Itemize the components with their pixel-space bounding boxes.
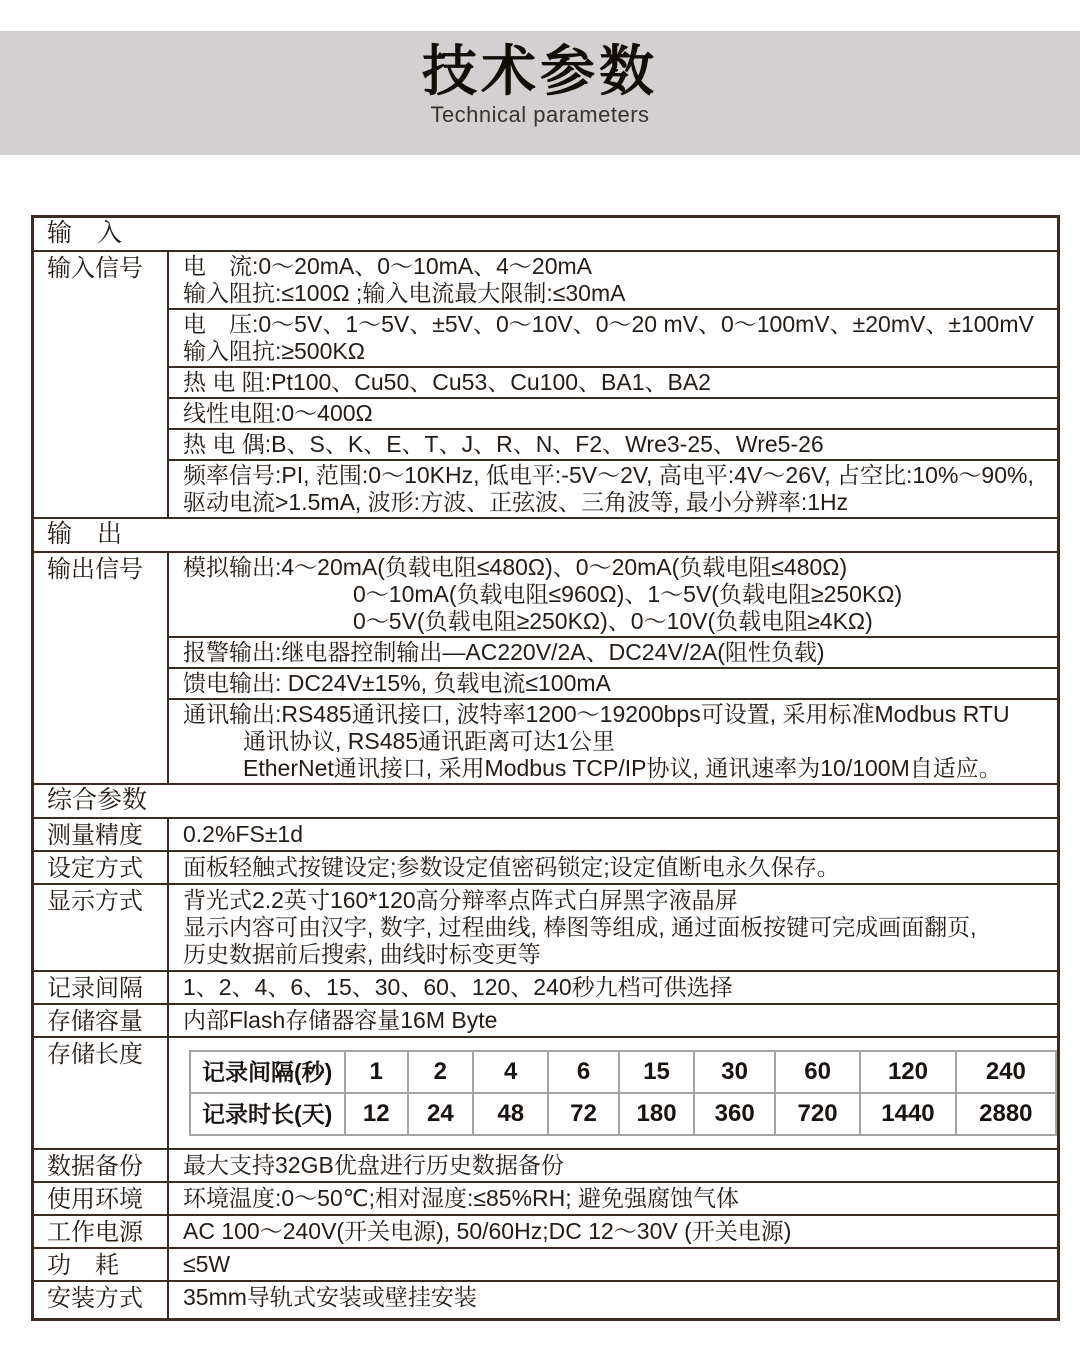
storage-cell: 360 (694, 1093, 775, 1135)
spec-line: 0～5V(负载电阻≥250KΩ)、0～10V(负载电阻≥4KΩ) (353, 608, 873, 634)
spec-line: 通讯输出:RS485通讯接口, 波特率1200～19200bps可设置, 采用标准Modbus RTU (183, 701, 1010, 727)
spec-line: 面板轻触式按键设定;参数设定值密码锁定;设定值断电永久保存。 (183, 854, 840, 880)
spec-line: 热 电 阻:Pt100、Cu50、Cu53、Cu100、BA1、BA2 (183, 369, 711, 395)
storage-cell: 30 (694, 1051, 775, 1093)
page-title: 技术参数 (421, 40, 658, 102)
storage-cell: 6 (548, 1051, 618, 1093)
row-display-mode (34, 883, 1057, 970)
spec-line: 最大支持32GB优盘进行历史数据备份 (183, 1152, 564, 1178)
storage-cell: 720 (775, 1093, 860, 1135)
storage-table-row (190, 1093, 1056, 1135)
storage-table-row (190, 1051, 1056, 1093)
title-band (0, 31, 1080, 155)
row-label: 输出信号 (34, 553, 169, 783)
row-label: 安装方式 (34, 1282, 169, 1318)
storage-cell: 180 (619, 1093, 695, 1135)
storage-cell: 记录时长(天) (190, 1093, 345, 1135)
storage-cell: 1 (345, 1051, 408, 1093)
row-label: 输入信号 (34, 252, 169, 517)
row-label: 设定方式 (34, 852, 169, 883)
spec-line: 0～10mA(负载电阻≤960Ω)、1～5V(负载电阻≥250KΩ) (353, 581, 903, 607)
spec-line: 热 电 偶:B、S、K、E、T、J、R、N、F2、Wre3-25、Wre5-26 (183, 431, 824, 457)
row-label: 数据备份 (34, 1150, 169, 1181)
spec-sub-row (169, 397, 1057, 428)
row-storage-capacity (34, 1003, 1057, 1036)
spec-line: 1、2、4、6、15、30、60、120、240秒九档可供选择 (183, 974, 733, 1000)
storage-cell: 240 (956, 1051, 1056, 1093)
page-subtitle: Technical parameters (430, 102, 650, 127)
spec-line: 显示内容可由汉字, 数字, 过程曲线, 棒图等组成, 通过面板按键可完成画面翻页, (183, 914, 977, 940)
section-header-general: 综合参数 (34, 783, 1057, 817)
storage-table-wrap (169, 1038, 1057, 1148)
row-label: 工作电源 (34, 1216, 169, 1247)
row-label: 测量精度 (34, 819, 169, 850)
storage-cell: 15 (619, 1051, 695, 1093)
spec-line: 背光式2.2英寸160*120高分辩率点阵式白屏黑字液晶屏 (183, 887, 738, 913)
row-record-interval (34, 970, 1057, 1003)
row-input-signal (34, 250, 1057, 517)
spec-line: 通讯协议, RS485通讯距离可达1公里 (243, 728, 615, 754)
spec-line: ≤5W (183, 1251, 231, 1277)
storage-cell: 120 (860, 1051, 955, 1093)
storage-cell: 记录间隔(秒) (190, 1051, 345, 1093)
spec-line: 输入阻抗:≤100Ω ;输入电流最大限制:≤30mA (183, 280, 626, 306)
spec-line: 输入阻抗:≥500KΩ (183, 338, 365, 364)
storage-cell: 48 (473, 1093, 548, 1135)
row-power-consumption (34, 1247, 1057, 1280)
row-label: 显示方式 (34, 885, 169, 970)
spec-sub-row (169, 252, 1057, 308)
spec-line: 模拟输出:4～20mA(负载电阻≤480Ω)、0～20mA(负载电阻≤480Ω) (183, 554, 848, 580)
spec-sub-row (169, 428, 1057, 459)
storage-cell: 60 (775, 1051, 860, 1093)
section-header-input: 输 入 (47, 219, 123, 247)
row-setting-mode (34, 850, 1057, 883)
storage-cell: 72 (548, 1093, 618, 1135)
storage-cell: 2 (408, 1051, 474, 1093)
spec-sub-row (169, 698, 1057, 783)
row-label: 存储长度 (34, 1038, 169, 1148)
spec-line: AC 100～240V(开关电源), 50/60Hz;DC 12～30V (开关电源) (183, 1218, 792, 1244)
row-label: 存储容量 (34, 1005, 169, 1036)
row-storage-length (34, 1036, 1057, 1148)
row-output-signal (34, 551, 1057, 783)
section-header-output: 输 出 (34, 517, 1057, 551)
spec-line: 环境温度:0～50℃;相对湿度:≤85%RH; 避免强腐蚀气体 (183, 1185, 740, 1211)
storage-cell: 2880 (956, 1093, 1056, 1135)
spec-line: EtherNet通讯接口, 采用Modbus TCP/IP协议, 通讯速率为10/100M自适应。 (243, 755, 1002, 781)
row-label: 记录间隔 (34, 972, 169, 1003)
spec-table (31, 215, 1060, 1321)
spec-line: 历史数据前后搜索, 曲线时标变更等 (183, 941, 541, 967)
spec-sub-row (169, 667, 1057, 698)
spec-line: 0.2%FS±1d (183, 821, 304, 847)
spec-sub-row (169, 459, 1057, 517)
row-installation (34, 1280, 1057, 1318)
spec-line: 报警输出:继电器控制输出—AC220V/2A、DC24V/2A(阻性负载) (183, 639, 825, 665)
spec-line: 电 压:0～5V、1～5V、±5V、0～10V、0～20 mV、0～100mV、±20mV、±100mV (183, 311, 1034, 337)
storage-cell: 24 (408, 1093, 474, 1135)
storage-table (189, 1050, 1057, 1136)
row-label: 功 耗 (34, 1249, 169, 1280)
storage-cell: 4 (473, 1051, 548, 1093)
spec-line: 线性电阻:0～400Ω (183, 400, 373, 426)
row-accuracy (34, 817, 1057, 850)
row-power-supply (34, 1214, 1057, 1247)
spec-sub-row (169, 366, 1057, 397)
spec-sub-row (169, 636, 1057, 667)
storage-cell: 1440 (860, 1093, 955, 1135)
spec-line: 馈电输出: DC24V±15%, 负载电流≤100mA (183, 670, 611, 696)
spec-sub-row (169, 308, 1057, 366)
row-label: 使用环境 (34, 1183, 169, 1214)
spec-line: 驱动电流>1.5mA, 波形:方波、正弦波、三角波等, 最小分辨率:1Hz (183, 489, 849, 515)
storage-cell: 12 (345, 1093, 408, 1135)
spec-line: 35mm导轨式安装或壁挂安装 (183, 1284, 477, 1310)
spec-sub-row (169, 553, 1057, 636)
row-operating-environment (34, 1181, 1057, 1214)
spec-line: 频率信号:PI, 范围:0～10KHz, 低电平:-5V～2V, 高电平:4V～26V, 占空比:10%～90%, (183, 462, 1034, 488)
spec-line: 内部Flash存储器容量16M Byte (183, 1007, 498, 1033)
row-data-backup (34, 1148, 1057, 1181)
spec-line: 电 流:0～20mA、0～10mA、4～20mA (183, 253, 593, 279)
